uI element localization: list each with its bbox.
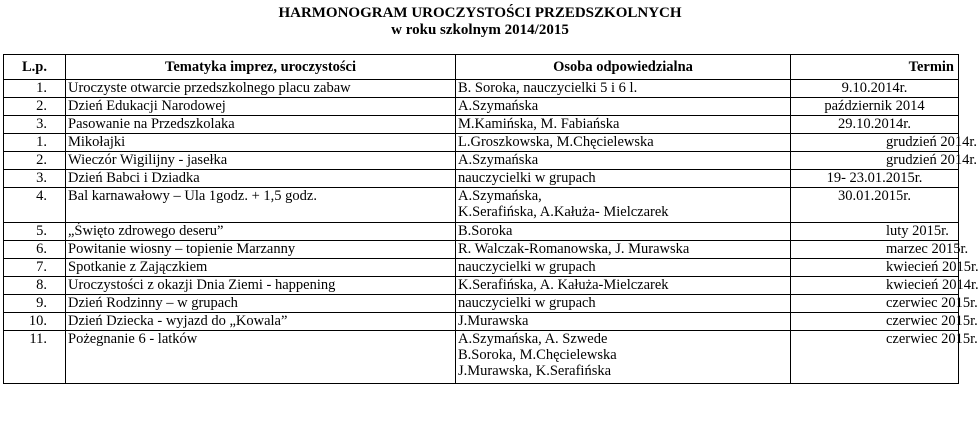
table-header-row bbox=[4, 55, 959, 80]
cell-topic: Pożegnanie 6 - latków bbox=[66, 331, 456, 384]
header-lp: L.p. bbox=[4, 55, 66, 80]
cell-term: czerwiec 2015r. bbox=[791, 331, 959, 384]
person-line: A.Szymańska bbox=[458, 152, 539, 168]
person-line: K.Serafińska, A. Kałuża-Mielczarek bbox=[458, 277, 669, 293]
schedule-table bbox=[3, 54, 979, 384]
cell-lp: 8. bbox=[4, 277, 66, 295]
cell-lp: 4. bbox=[4, 188, 66, 223]
person-line: A.Szymańska, bbox=[458, 188, 542, 204]
person-line: A.Szymańska bbox=[458, 98, 539, 114]
cell-term: czerwiec 2015r. bbox=[791, 313, 959, 331]
table-row bbox=[4, 116, 959, 134]
cell-topic: Dzień Edukacji Narodowej bbox=[66, 98, 456, 116]
cell-lp: 9. bbox=[4, 295, 66, 313]
person-line: R. Walczak-Romanowska, J. Murawska bbox=[458, 241, 690, 257]
table-row bbox=[4, 80, 959, 98]
cell-person bbox=[456, 80, 791, 98]
document-subtitle: w roku szkolnym 2014/2015 bbox=[391, 22, 569, 38]
person-line: J.Murawska, K.Serafińska bbox=[458, 363, 612, 379]
cell-lp: 3. bbox=[4, 170, 66, 188]
cell-person bbox=[456, 295, 791, 313]
person-line: A.Szymańska, A. Szwede bbox=[458, 331, 608, 347]
document-title: HARMONOGRAM UROCZYSTOŚCI PRZEDSZKOLNYCH bbox=[278, 5, 682, 21]
table-row bbox=[4, 134, 959, 152]
cell-topic: Dzień Dziecka - wyjazd do „Kowala” bbox=[66, 313, 456, 331]
cell-person bbox=[456, 98, 791, 116]
table-row bbox=[4, 241, 959, 259]
table-row bbox=[4, 170, 959, 188]
cell-person bbox=[456, 313, 791, 331]
person-line: M.Kamińska, M. Fabiańska bbox=[458, 116, 620, 132]
cell-person bbox=[456, 223, 791, 241]
cell-lp: 2. bbox=[4, 98, 66, 116]
cell-topic: Uroczystości z okazji Dnia Ziemi - happening bbox=[66, 277, 456, 295]
cell-term: 29.10.2014r. bbox=[791, 116, 959, 134]
cell-term: kwiecień 2015r. bbox=[791, 259, 959, 277]
cell-lp: 2. bbox=[4, 152, 66, 170]
person-line: B. Soroka, nauczycielki 5 i 6 l. bbox=[458, 80, 638, 96]
cell-person bbox=[456, 134, 791, 152]
person-line: nauczycielki w grupach bbox=[458, 170, 596, 186]
person-line: nauczycielki w grupach bbox=[458, 259, 596, 275]
cell-term: 30.01.2015r. bbox=[791, 188, 959, 223]
table-row bbox=[4, 188, 959, 223]
cell-term: czerwiec 2015r. bbox=[791, 295, 959, 313]
cell-person bbox=[456, 170, 791, 188]
cell-term: marzec 2015r. bbox=[791, 241, 959, 259]
person-line: B.Soroka, M.Chęcielewska bbox=[458, 347, 617, 363]
cell-person bbox=[456, 331, 791, 384]
cell-person bbox=[456, 277, 791, 295]
cell-person bbox=[456, 152, 791, 170]
cell-topic: Dzień Babci i Dziadka bbox=[66, 170, 456, 188]
cell-term: grudzień 2014r. bbox=[791, 134, 959, 152]
table-row bbox=[4, 331, 959, 384]
cell-topic: Powitanie wiosny – topienie Marzanny bbox=[66, 241, 456, 259]
cell-lp: 3. bbox=[4, 116, 66, 134]
table-row bbox=[4, 98, 959, 116]
cell-term: grudzień 2014r. bbox=[791, 152, 959, 170]
cell-term: 19- 23.01.2015r. bbox=[791, 170, 959, 188]
table-row bbox=[4, 295, 959, 313]
cell-topic: Dzień Rodzinny – w grupach bbox=[66, 295, 456, 313]
cell-topic: Wieczór Wigilijny - jasełka bbox=[66, 152, 456, 170]
cell-term: październik 2014 bbox=[791, 98, 959, 116]
cell-lp: 1. bbox=[4, 134, 66, 152]
cell-person bbox=[456, 188, 791, 223]
cell-lp: 7. bbox=[4, 259, 66, 277]
cell-lp: 11. bbox=[4, 331, 66, 384]
table-body bbox=[4, 80, 979, 384]
table-row bbox=[4, 313, 959, 331]
header-term: Termin bbox=[791, 55, 959, 80]
person-line: J.Murawska bbox=[458, 313, 529, 329]
cell-topic: Uroczyste otwarcie przedszkolnego placu zabaw bbox=[66, 80, 456, 98]
cell-topic: Spotkanie z Zajączkiem bbox=[66, 259, 456, 277]
cell-term: luty 2015r. bbox=[791, 223, 959, 241]
header-topic: Tematyka imprez, uroczystości bbox=[66, 55, 456, 80]
cell-topic: „Święto zdrowego deseru” bbox=[66, 223, 456, 241]
cell-topic: Mikołajki bbox=[66, 134, 456, 152]
cell-term: 9.10.2014r. bbox=[791, 80, 959, 98]
cell-lp: 5. bbox=[4, 223, 66, 241]
cell-topic: Bal karnawałowy – Ula 1godz. + 1,5 godz. bbox=[66, 188, 456, 223]
cell-lp: 6. bbox=[4, 241, 66, 259]
person-line: nauczycielki w grupach bbox=[458, 295, 596, 311]
cell-lp: 10. bbox=[4, 313, 66, 331]
cell-topic: Pasowanie na Przedszkolaka bbox=[66, 116, 456, 134]
cell-term: kwiecień 2014r. bbox=[791, 277, 959, 295]
table-row bbox=[4, 152, 959, 170]
table-row bbox=[4, 259, 959, 277]
person-line: L.Groszkowska, M.Chęcielewska bbox=[458, 134, 654, 150]
header-person: Osoba odpowiedzialna bbox=[456, 55, 791, 80]
person-line: B.Soroka bbox=[458, 223, 513, 239]
cell-person bbox=[456, 241, 791, 259]
person-line: K.Serafińska, A.Kałuża- Mielczarek bbox=[458, 204, 669, 220]
cell-person bbox=[456, 116, 791, 134]
cell-lp: 1. bbox=[4, 80, 66, 98]
table-row bbox=[4, 223, 959, 241]
cell-person bbox=[456, 259, 791, 277]
table-row bbox=[4, 277, 959, 295]
